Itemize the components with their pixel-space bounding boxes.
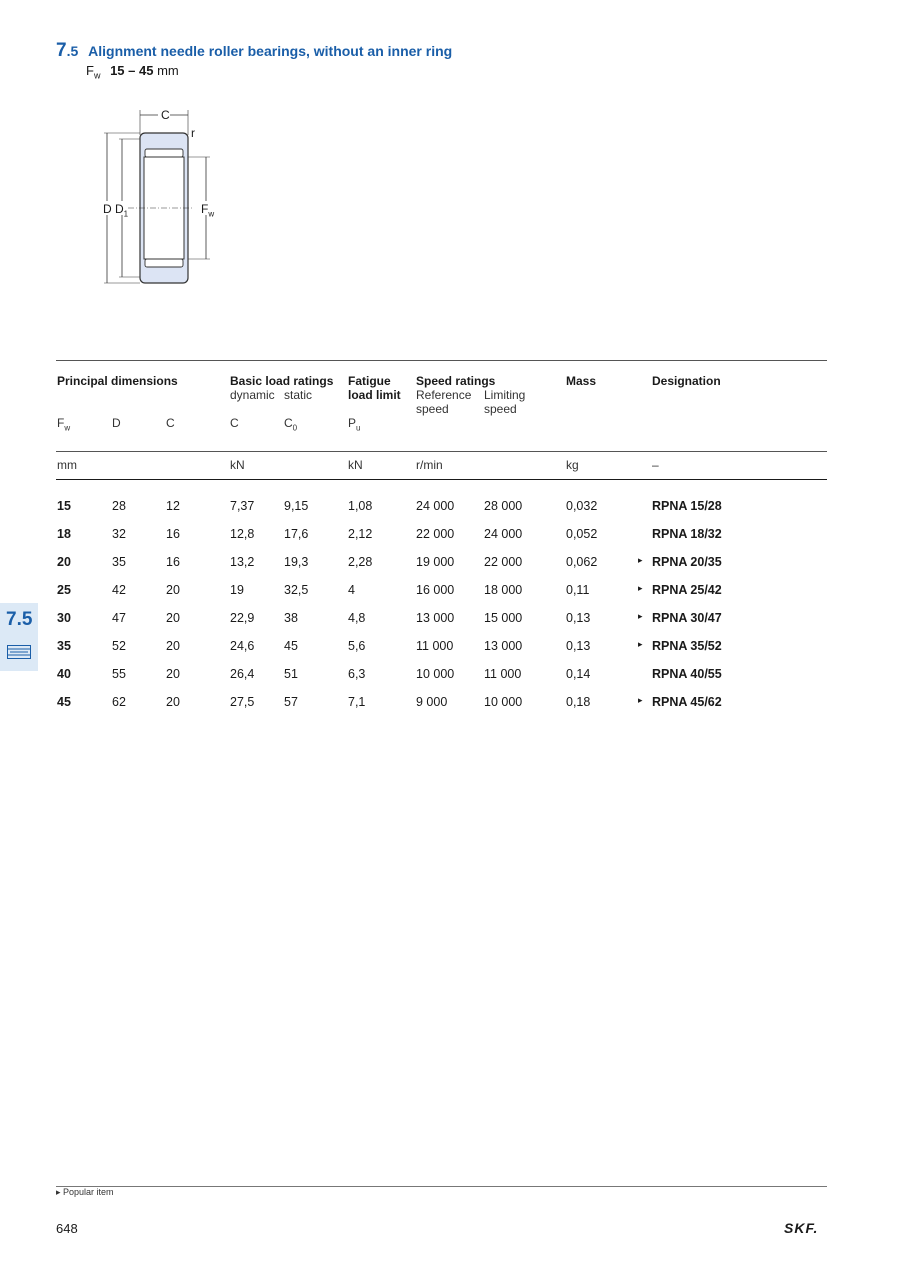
footnote-popular-item: ▸ Popular item [56, 1187, 114, 1197]
cell-mass: 0,13 [566, 611, 591, 625]
cell-mass: 0,032 [566, 499, 598, 513]
cell-c-dynamic: 12,8 [230, 527, 255, 541]
cell-c: 16 [166, 527, 180, 541]
cell-pu: 5,6 [348, 639, 366, 653]
symbol-fw-sub: w [64, 423, 71, 433]
cell-limiting-speed: 24 000 [484, 527, 523, 541]
cell-reference-speed: 11 000 [416, 639, 454, 653]
popular-marker: ▸ [638, 639, 643, 649]
table-row [0, 527, 900, 547]
cell-fw: 30 [57, 611, 71, 625]
cell-pu: 7,1 [348, 695, 366, 709]
popular-marker: ▸ [638, 695, 643, 705]
cell-c-dynamic: 7,37 [230, 499, 255, 513]
cell-reference-speed: 22 000 [416, 527, 455, 541]
cell-limiting-speed: 11 000 [484, 667, 522, 681]
cell-mass: 0,14 [566, 667, 591, 681]
cell-limiting-speed: 28 000 [484, 499, 523, 513]
cell-c: 20 [166, 583, 180, 597]
section-number-minor: .5 [66, 43, 79, 59]
table-header-rule [56, 451, 827, 452]
cell-mass: 0,13 [566, 639, 591, 653]
symbol-c0-sub: 0 [292, 423, 298, 433]
table-row [0, 499, 900, 519]
cell-c: 20 [166, 639, 180, 653]
cell-fw: 40 [57, 667, 71, 681]
header-dynamic: dynamic [230, 388, 275, 402]
cell-designation: RPNA 40/55 [652, 667, 722, 681]
cell-mass: 0,062 [566, 555, 598, 569]
drawing-label-fw [201, 202, 214, 218]
cell-limiting-speed: 15 000 [484, 611, 523, 625]
cell-c0: 38 [284, 611, 298, 625]
unit-kg: kg [566, 458, 579, 472]
cell-pu: 1,08 [348, 499, 373, 513]
cell-limiting-speed: 18 000 [484, 583, 523, 597]
header-limiting-speed: speed [484, 402, 517, 416]
cell-limiting-speed: 10 000 [484, 695, 523, 709]
header-reference-speed: speed [416, 402, 449, 416]
cell-d: 35 [112, 555, 126, 569]
drawing-label-d1 [115, 202, 128, 218]
size-range-unit: mm [157, 63, 179, 78]
symbol-c-dynamic: C [230, 416, 239, 430]
cell-limiting-speed: 22 000 [484, 555, 523, 569]
symbol-c: C [166, 416, 175, 430]
header-designation: Designation [652, 374, 721, 388]
cell-designation: RPNA 30/47 [652, 611, 722, 625]
section-heading [56, 40, 452, 62]
needle-bearing-icon [7, 645, 31, 659]
cell-designation: RPNA 20/35 [652, 555, 722, 569]
cell-pu: 6,3 [348, 667, 366, 681]
symbol-pu-sub: u [356, 423, 361, 433]
table-row [0, 555, 900, 575]
cell-designation: RPNA 25/42 [652, 583, 722, 597]
size-range-value: 15 – 45 [110, 63, 154, 78]
chapter-side-tab [0, 603, 38, 671]
cell-fw: 18 [57, 527, 71, 541]
header-basic-load-ratings: Basic load ratings [230, 374, 334, 388]
cell-c-dynamic: 19 [230, 583, 244, 597]
cell-c0: 9,15 [284, 499, 309, 513]
drawing-label-d: D [103, 202, 112, 216]
cell-c: 16 [166, 555, 180, 569]
drawing-label-fw-sub: w [208, 209, 215, 219]
cell-pu: 2,28 [348, 555, 373, 569]
cell-reference-speed: 9 000 [416, 695, 448, 709]
cell-d: 47 [112, 611, 126, 625]
cell-fw: 45 [57, 695, 71, 709]
chapter-side-tab-label: 7.5 [6, 609, 33, 630]
cell-mass: 0,052 [566, 527, 598, 541]
header-limiting: Limiting [484, 388, 526, 402]
drawing-label-d1-base: D [115, 202, 124, 216]
cell-d: 28 [112, 499, 126, 513]
popular-marker: ▸ [638, 611, 643, 621]
cell-c: 20 [166, 667, 180, 681]
cell-designation: RPNA 45/62 [652, 695, 722, 709]
page-number: 648 [56, 1221, 78, 1236]
header-mass: Mass [566, 374, 597, 388]
table-row [0, 611, 900, 631]
cell-pu: 4,8 [348, 611, 366, 625]
cell-mass: 0,18 [566, 695, 591, 709]
cell-fw: 20 [57, 555, 71, 569]
table-units-rule [56, 479, 827, 480]
cell-fw: 35 [57, 639, 71, 653]
drawing-label-r: r [191, 126, 195, 140]
symbol-pu-base: P [348, 416, 357, 430]
unit-kn-fatigue: kN [348, 458, 363, 472]
drawing-label-fw-base: F [201, 202, 209, 216]
bearing-cross-section-drawing [100, 105, 230, 295]
cell-c0: 32,5 [284, 583, 309, 597]
cell-c0: 51 [284, 667, 298, 681]
cell-d: 42 [112, 583, 126, 597]
cell-designation: RPNA 15/28 [652, 499, 722, 513]
cell-reference-speed: 13 000 [416, 611, 455, 625]
cell-d: 62 [112, 695, 126, 709]
unit-designation: – [652, 458, 659, 472]
drawing-label-d1-sub: 1 [123, 209, 129, 219]
header-fatigue: Fatigue [348, 374, 391, 388]
drawing-label-c: C [161, 108, 170, 122]
cell-reference-speed: 10 000 [416, 667, 455, 681]
section-number-major: 7 [56, 40, 67, 61]
cell-fw: 25 [57, 583, 71, 597]
cell-pu: 4 [348, 583, 355, 597]
section-title: Alignment needle roller bearings, without an inner ring [88, 43, 453, 59]
cell-reference-speed: 19 000 [416, 555, 455, 569]
symbol-fw-base: F [57, 416, 65, 430]
cell-c-dynamic: 24,6 [230, 639, 255, 653]
cell-c-dynamic: 22,9 [230, 611, 255, 625]
cell-reference-speed: 24 000 [416, 499, 455, 513]
table-row [0, 667, 900, 687]
skf-logo: SKF. [784, 1220, 819, 1236]
header-speed-ratings: Speed ratings [416, 374, 496, 388]
footer-rule [56, 1186, 827, 1187]
symbol-fw [57, 416, 70, 432]
size-range-symbol: F [86, 63, 94, 78]
table-row [0, 583, 900, 603]
table-row [0, 695, 900, 715]
header-load-limit: load limit [348, 388, 401, 402]
cell-reference-speed: 16 000 [416, 583, 455, 597]
unit-kn-load: kN [230, 458, 245, 472]
cell-d: 32 [112, 527, 126, 541]
cell-c0: 19,3 [284, 555, 309, 569]
symbol-pu [348, 416, 360, 432]
unit-rpm: r/min [416, 458, 443, 472]
cell-limiting-speed: 13 000 [484, 639, 523, 653]
cell-c: 12 [166, 499, 180, 513]
symbol-c0-base: C [284, 416, 293, 430]
cell-designation: RPNA 35/52 [652, 639, 722, 653]
cell-c: 20 [166, 695, 180, 709]
cell-c0: 17,6 [284, 527, 309, 541]
header-reference: Reference [416, 388, 472, 402]
popular-marker: ▸ [638, 583, 643, 593]
cell-d: 55 [112, 667, 126, 681]
symbol-c0 [284, 416, 297, 432]
cell-c-dynamic: 13,2 [230, 555, 255, 569]
cell-pu: 2,12 [348, 527, 373, 541]
unit-mm: mm [57, 458, 77, 472]
cell-designation: RPNA 18/32 [652, 527, 722, 541]
cell-fw: 15 [57, 499, 71, 513]
table-row [0, 639, 900, 659]
table-top-rule [56, 360, 827, 361]
cell-c-dynamic: 27,5 [230, 695, 255, 709]
size-range [86, 63, 179, 81]
symbol-d: D [112, 416, 121, 430]
cell-c0: 57 [284, 695, 298, 709]
cell-c: 20 [166, 611, 180, 625]
cell-c-dynamic: 26,4 [230, 667, 255, 681]
header-static: static [284, 388, 313, 402]
cell-c0: 45 [284, 639, 298, 653]
cell-mass: 0,11 [566, 583, 590, 597]
cell-d: 52 [112, 639, 126, 653]
popular-marker: ▸ [638, 555, 643, 565]
header-principal-dimensions: Principal dimensions [57, 374, 178, 388]
size-range-symbol-sub: w [93, 70, 101, 81]
